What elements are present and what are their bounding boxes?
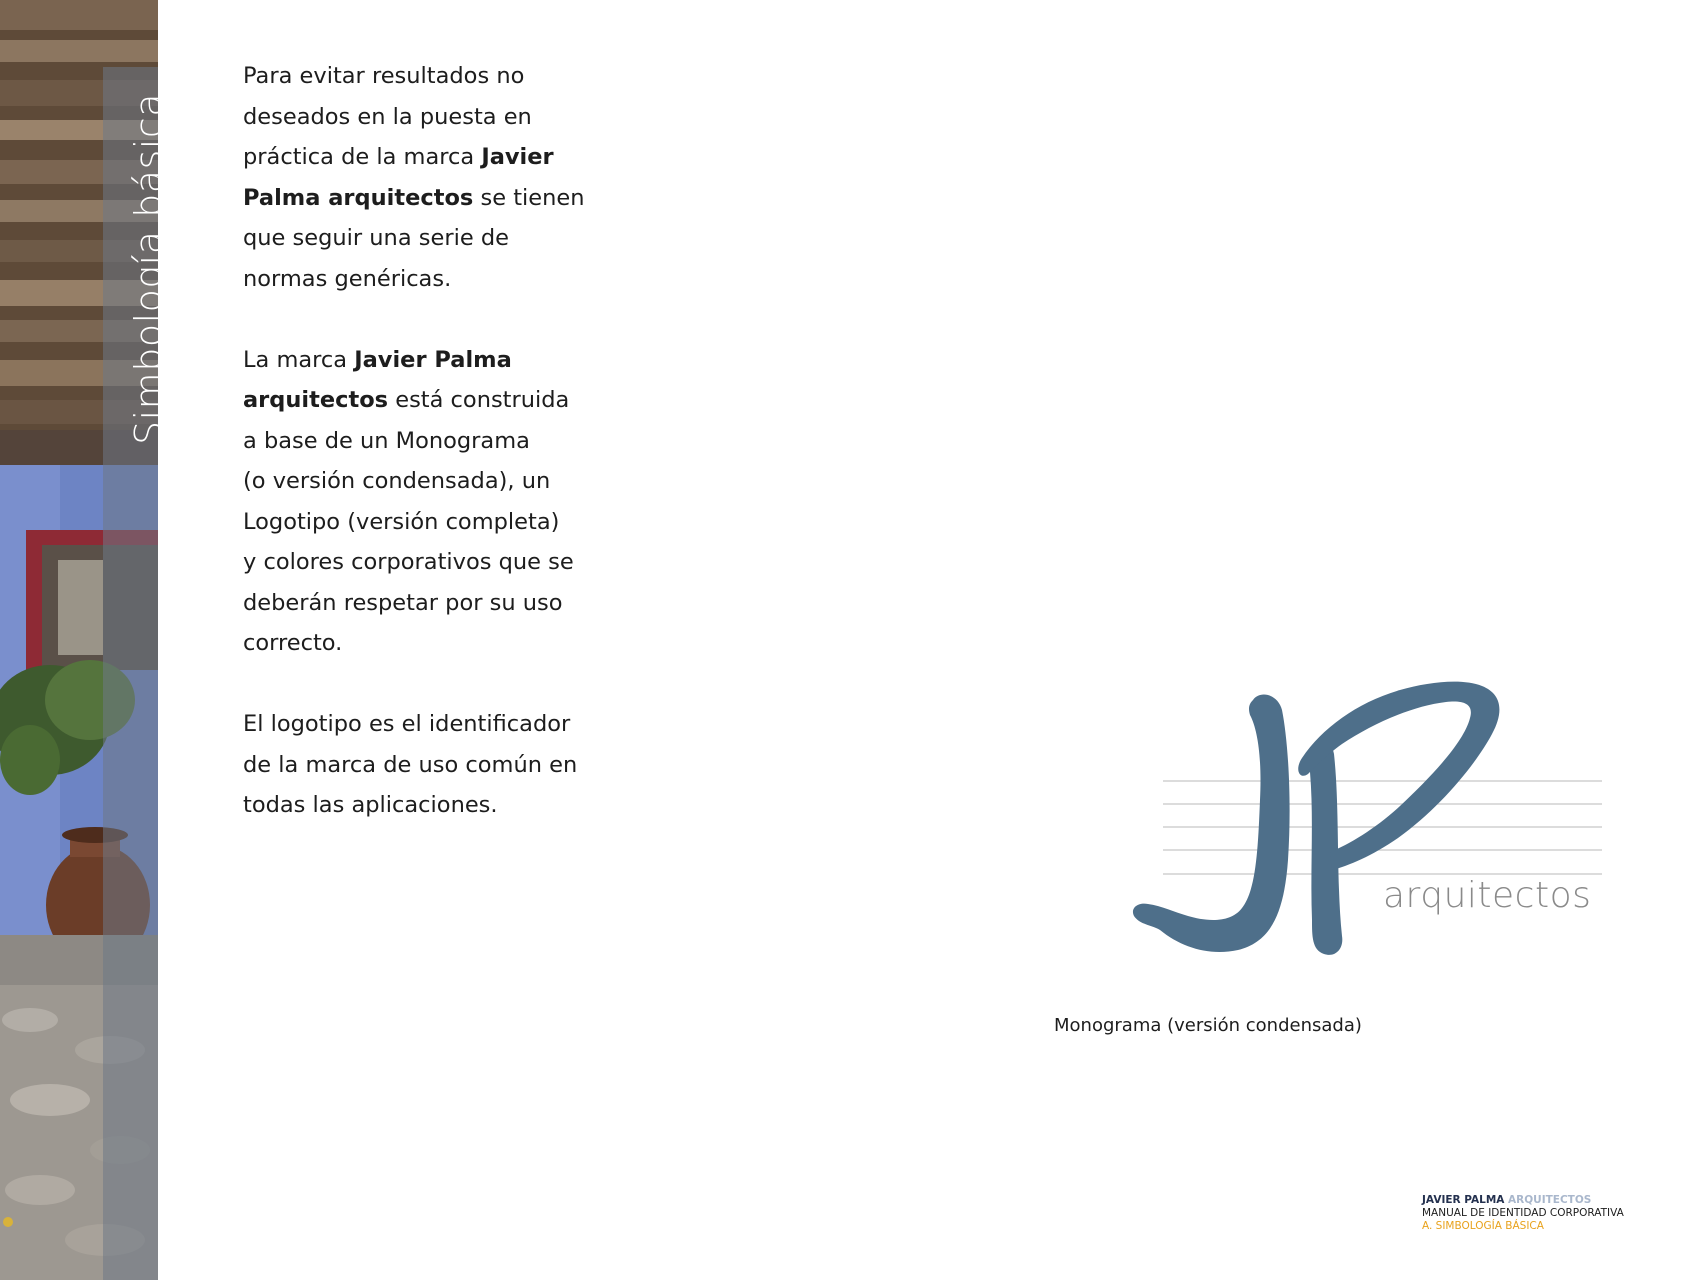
letter-p-stem [1309,741,1342,955]
p2-line: La marca [243,346,355,373]
section-title: Simbología básica [127,92,171,445]
p1-line: deseados en la puesta en [243,103,532,130]
jp-monogram-logo [1110,680,1610,980]
p2-line: está construida [388,387,570,413]
p3-line: todas las aplicaciones. [243,792,498,818]
body-text [243,56,623,866]
footer [1422,1194,1624,1233]
brand-name-bold: arquitectos [243,387,389,413]
footer-manual-title: MANUAL DE IDENTIDAD CORPORATIVA [1422,1207,1624,1219]
p2-line: y colores corporativos que se [243,549,574,575]
brand-name-bold: Javier Palma [354,346,512,373]
paragraph-1 [243,56,623,299]
letter-j [1133,695,1290,952]
footer-brand-name: JAVIER PALMA [1422,1194,1505,1206]
p1-line: normas genéricas. [243,265,452,292]
brand-name-bold: Javier [481,144,554,170]
monogram [1110,680,1610,980]
p3-line: de la marca de uso común en [243,751,578,778]
p2-line: correcto. [243,630,343,656]
p2-line: (o versión condensada), un [243,468,551,494]
footer-section: A. SIMBOLOGÍA BÁSICA [1422,1220,1544,1232]
monogram-caption: Monograma (versión condensada) [1054,1015,1362,1036]
paragraph-2 [243,340,623,664]
p2-line: Logotipo (versión completa) [243,508,560,535]
p1-line: práctica de la marca [243,144,482,170]
p3-line: El logotipo es el identificador [243,711,571,737]
p1-line: Para evitar resultados no [243,63,525,89]
p2-line: a base de un Monograma [243,427,530,454]
logo-word-arquitectos: arquitectos [1383,875,1592,916]
p1-line: que seguir una serie de [243,225,509,251]
side-photo [0,0,171,1280]
footer-brand-suffix: ARQUITECTOS [1508,1194,1592,1206]
brand-name-bold: Palma arquitectos [243,184,474,211]
p2-line: deberán respetar por su uso [243,589,563,616]
paragraph-3 [243,704,623,826]
footer-brand [1422,1194,1624,1207]
p1-line: se tienen [473,184,585,211]
